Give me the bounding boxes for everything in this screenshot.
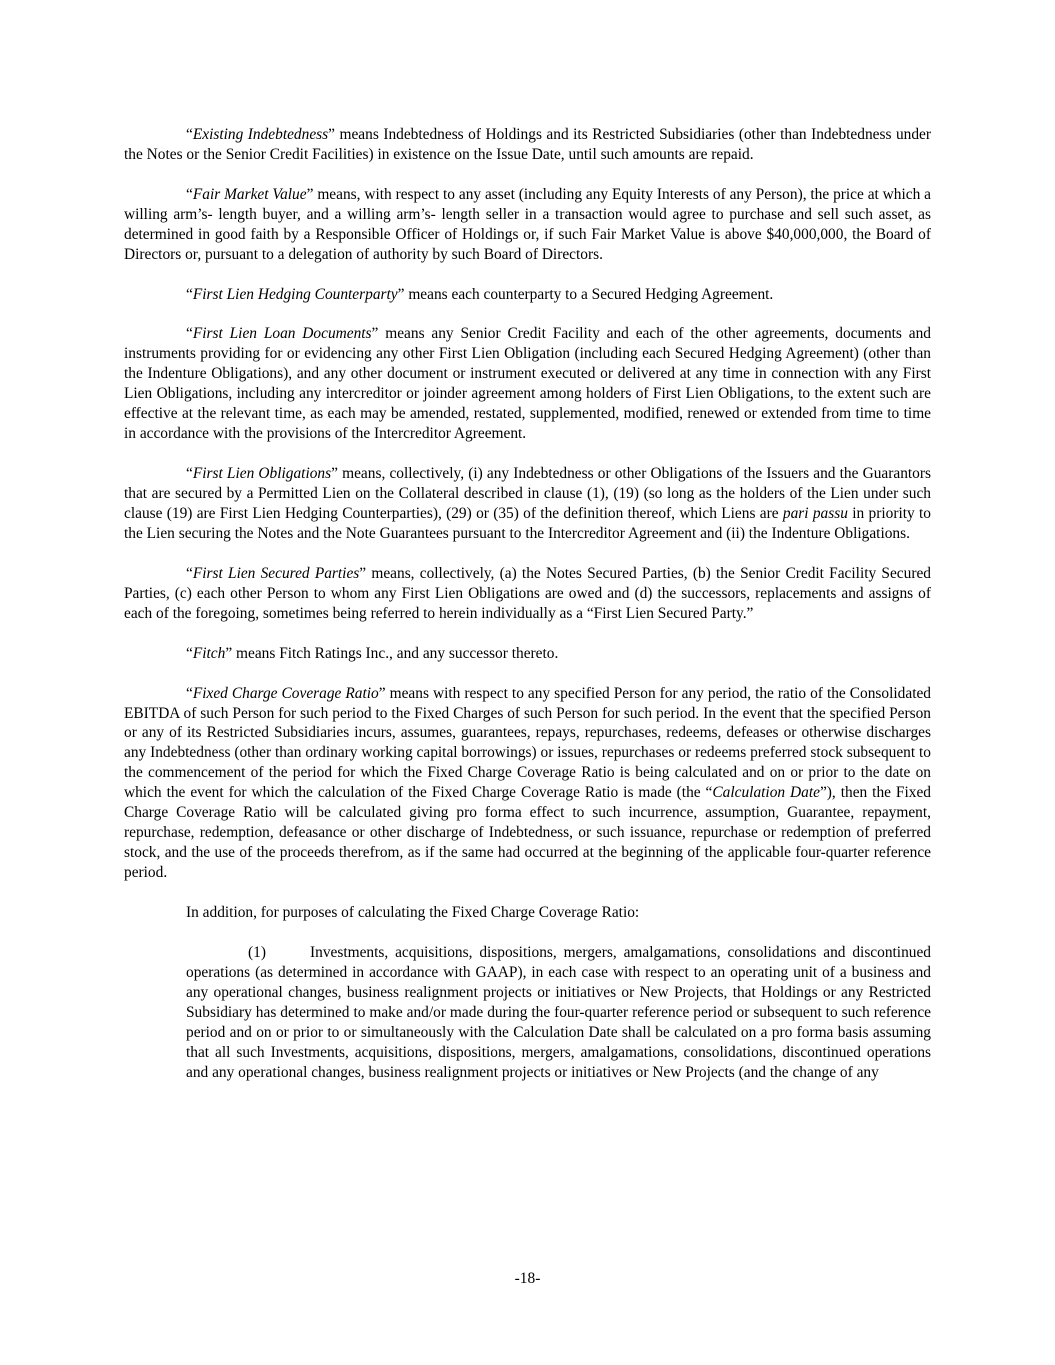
quote-close: ” bbox=[378, 684, 386, 702]
quote-close: ” bbox=[371, 325, 379, 343]
defined-term: First Lien Obligations bbox=[192, 465, 332, 483]
defined-term: Fitch bbox=[192, 644, 226, 662]
quote-open: “ bbox=[186, 285, 193, 303]
defined-term: First Lien Loan Documents bbox=[192, 325, 372, 343]
definition-text: means, with respect to any asset (including any Equity Interests of any Person), the price at which a willing arm’s- length buyer, and a willing arm’s- length seller in a transaction would agree to purchase and sell such asset, as determined in good faith by a Responsible Officer of Holdings or, if such Fair Market Value is above $40,000,000, the Board of Directors or, pursuant to a delegation of authority by such Board of Directors. bbox=[124, 185, 931, 263]
definition-first-lien-secured-parties bbox=[124, 564, 931, 624]
definition-text: means any Senior Credit Facility and each of the other agreements, documents and instruments providing for or evidencing any other First Lien Obligation (including each Secured Hedging Agreement) (other than the Indenture Obligations), and any other document or instrument executed or delivered at any time in connection with any First Lien Obligations, including any intercreditor or joinder agreement among holders of First Lien Obligations, to the extent such are effective at the relevant time, as each may be amended, restated, supplemented, modified, renewed or extended from time to time in accordance with the provisions of the Intercreditor Agreement. bbox=[124, 325, 931, 443]
page-number: -18- bbox=[514, 1270, 541, 1287]
defined-term: First Lien Secured Parties bbox=[192, 564, 360, 582]
definition-text: means, collectively, (i) any Indebtedness or other Obligations of the Issuers and the Guarantors that are secured by a Permitted Lien on the Collateral described in clause (1), (19) (so long as the holders of the Lien under such clause (19) are First Lien Hedging Counterparties), (29) or (35) of the definition thereof, which Liens are bbox=[124, 465, 931, 523]
quote-open: “ bbox=[186, 684, 193, 702]
definition-text: means Fitch Ratings Inc., and any successor thereto. bbox=[236, 644, 559, 662]
defined-term: Fixed Charge Coverage Ratio bbox=[192, 684, 379, 702]
quote-open: “ bbox=[186, 644, 193, 662]
italic-phrase: pari passu bbox=[782, 505, 848, 523]
defined-term: Fair Market Value bbox=[192, 185, 307, 203]
quote-close: ” bbox=[225, 644, 233, 662]
list-item-number: (1) bbox=[248, 943, 266, 961]
definition-fixed-charge-coverage-ratio bbox=[124, 684, 931, 884]
defined-term: Existing Indebtedness bbox=[192, 126, 329, 143]
addition-paragraph: In addition, for purposes of calculating the Fixed Charge Coverage Ratio: bbox=[186, 904, 640, 922]
definition-text: means Indebtedness of Holdings and its Restricted Subsidiaries (other than Indebtedness under the Notes or the Senior Credit Facilities) in existence on the Issue Date, until such amounts are repaid. bbox=[124, 126, 931, 163]
quote-open: “ bbox=[186, 325, 193, 343]
quote-close: ” bbox=[331, 465, 338, 483]
quote-open: “ bbox=[186, 564, 193, 582]
definition-text-continued: in priority to the Lien securing the Notes and the Note Guarantees pursuant to the Intercreditor Agreement and (ii) the Indenture Obligations. bbox=[124, 505, 931, 542]
quote-close: ” bbox=[397, 285, 405, 303]
italic-phrase: Calculation Date bbox=[712, 784, 820, 802]
quote-close: ” bbox=[328, 126, 335, 143]
definition-text: means with respect to any specified Person for any period, the ratio of the Consolidated EBITDA of such Person for such period to the Fixed Charges of such Person for such period. In the event that the specified Person or any of its Restricted Subsidiaries incurs, assumes, guarantees, repays, repurchases, redeems, defeases or otherwise discharges any Indebtedness (other than ordinary working capital borrowings) or issues, repurchases or redeems preferred stock subsequent to the commencement of the period for which the Fixed Charge Coverage Ratio is being calculated and on or prior to the date on which the event for which the calculation of the Fixed Charge Coverage Ratio is made (the “ bbox=[124, 684, 932, 802]
definition-text: means, collectively, (a) the Notes Secured Parties, (b) the Senior Credit Facility Secured Parties, (c) each other Person to whom any First Lien Obligations are owed and (d) the successors, replacements and assigns of each of the foregoing, sometimes being referred to herein individually as a “First Lien Secured Party.” bbox=[124, 564, 931, 622]
definition-text-continued: ”), then the Fixed Charge Coverage Ratio will be calculated giving pro forma effect to such incurrence, assumption, Guarantee, repayment, repurchase, redemption, defeasance or other discharge of Indebtedness, or such issuance, repurchase or redemption of preferred stock, and the use of the proceeds therefrom, as if the same had occurred at the beginning of the applicable four-quarter reference period. bbox=[124, 784, 931, 882]
definition-fair-market-value bbox=[124, 185, 931, 265]
document-body bbox=[124, 125, 931, 1083]
definition-existing-indebtedness bbox=[124, 125, 931, 165]
definition-first-lien-obligations bbox=[124, 464, 931, 544]
defined-term: First Lien Hedging Counterparty bbox=[192, 285, 398, 303]
quote-open: “ bbox=[186, 185, 193, 203]
quote-open: “ bbox=[186, 465, 193, 483]
list-item-1 bbox=[186, 943, 931, 1083]
quote-open: “ bbox=[186, 126, 193, 143]
definition-first-lien-loan-documents bbox=[124, 324, 931, 444]
list-item-text: Investments, acquisitions, dispositions, mergers, amalgamations, consolidations and discontinued operations (as determined in accordance with GAAP), in each case with respect to an operating unit of a business and any operational changes, business realignment projects or initiatives or New Projects, that Holdings or any Restricted Subsidiary has determined to make and/or made during the four-quarter reference period or subsequent to such reference period and on or prior to or simultaneously with the Calculation Date shall be calculated on a pro forma basis assuming that all such Investments, acquisitions, dispositions, mergers, amalgamations, consolidations, discontinued operations and any operational changes, business realignment projects or initiatives or New Projects (and the change of any bbox=[186, 943, 931, 1081]
quote-close: ” bbox=[359, 564, 367, 582]
definition-first-lien-hedging-counterparty bbox=[124, 285, 931, 305]
definition-fitch bbox=[124, 644, 931, 664]
definition-text: means each counterparty to a Secured Hedging Agreement. bbox=[408, 285, 774, 303]
quote-close: ” bbox=[306, 185, 314, 203]
